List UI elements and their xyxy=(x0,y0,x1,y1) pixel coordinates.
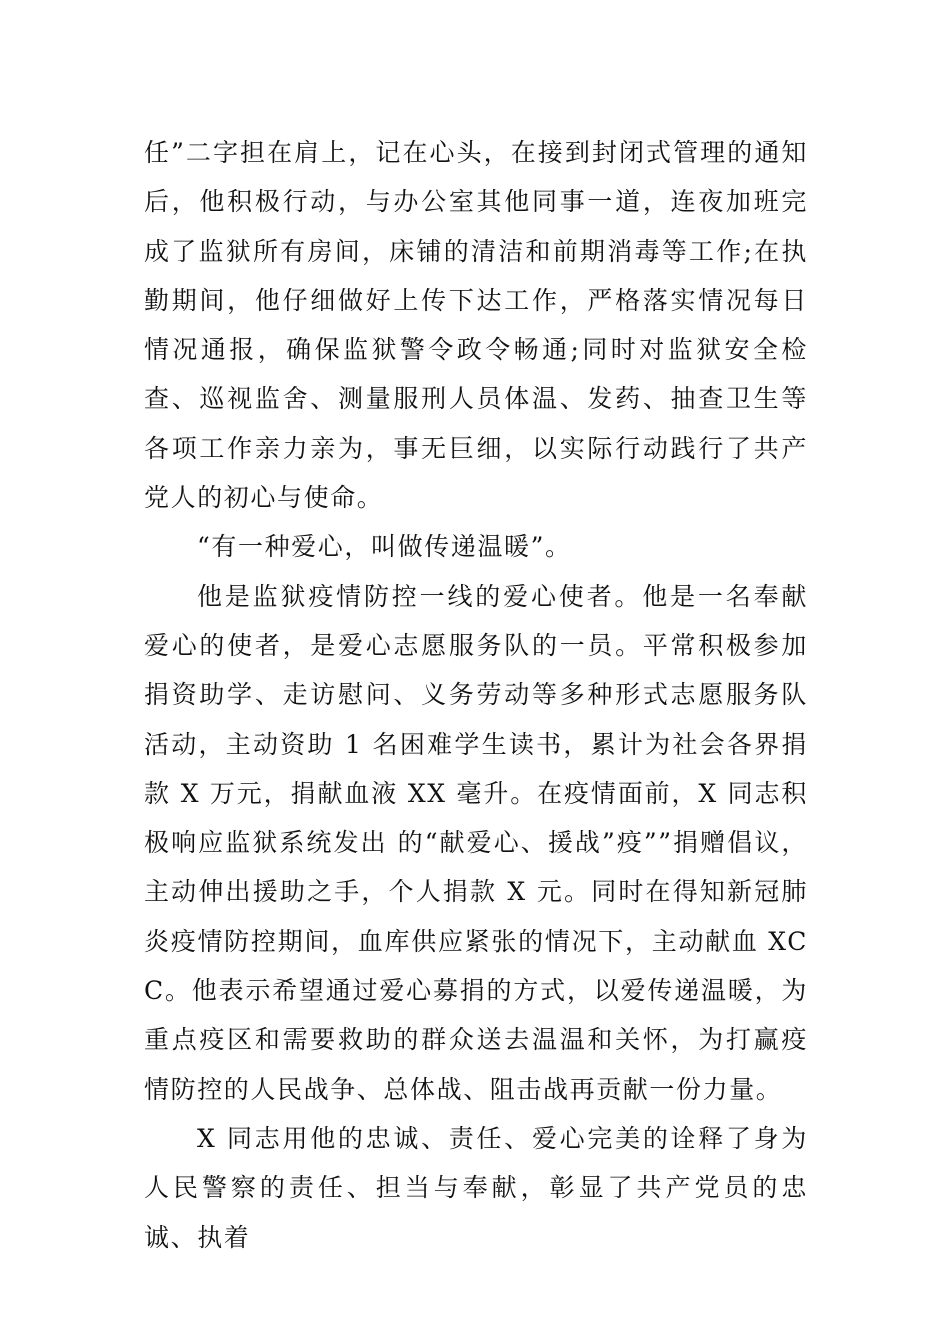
paragraph-volunteer: 他是监狱疫情防控一线的爱心使者。他是一名奉献爱心的使者，是爱心志愿服务队的一员。平常积极参加捐资助学、走访慰问、义务劳动等多种形式志愿服务队活动，主动资助 1 名困难学生读书，累计为社会各界捐款 X 万元，捐献血液 XX 毫升。在疫情面前，X 同志积极响应监狱系统发出 的“献爱心、援战”疫””捐赠倡议，主动伸出援助之手，个人捐款 X 元。同时在得知新冠肺炎疫情防控期间，血库供应紧张的情况下，主动献血 XCC。他表示希望通过爱心募捐的方式，以爱传递温暖，为重点疫区和需要救助的群众送去温温和关怀，为打赢疫情防控的人民战争、总体战、阻击战再贡献一份力量。 xyxy=(144,581,808,1104)
paragraph-summary: X 同志用他的忠诚、责任、爱心完美的诠释了身为人民警察的责任、担当与奉献，彰显了共产党员的忠诚、执着 xyxy=(144,1123,808,1252)
paragraph-continuation: 任”二字担在肩上，记在心头，在接到封闭式管理的通知后，他积极行动，与办公室其他同事一道，连夜加班完成了监狱所有房间，床铺的清洁和前期消毒等工作;在执勤期间，他仔细做好上传下达工作，严格落实情况每日情况通报，确保监狱警令政令畅通;同时对监狱安全检查、巡视监舍、测量服刑人员体温、发药、抽查卫生等各项工作亲力亲为，事无巨细，以实际行动践行了共产党人的初心与使命。 xyxy=(144,138,808,513)
document-body xyxy=(144,128,808,1262)
paragraph-quote-heading: “有一种爱心，叫做传递温暖”。 xyxy=(197,532,572,562)
